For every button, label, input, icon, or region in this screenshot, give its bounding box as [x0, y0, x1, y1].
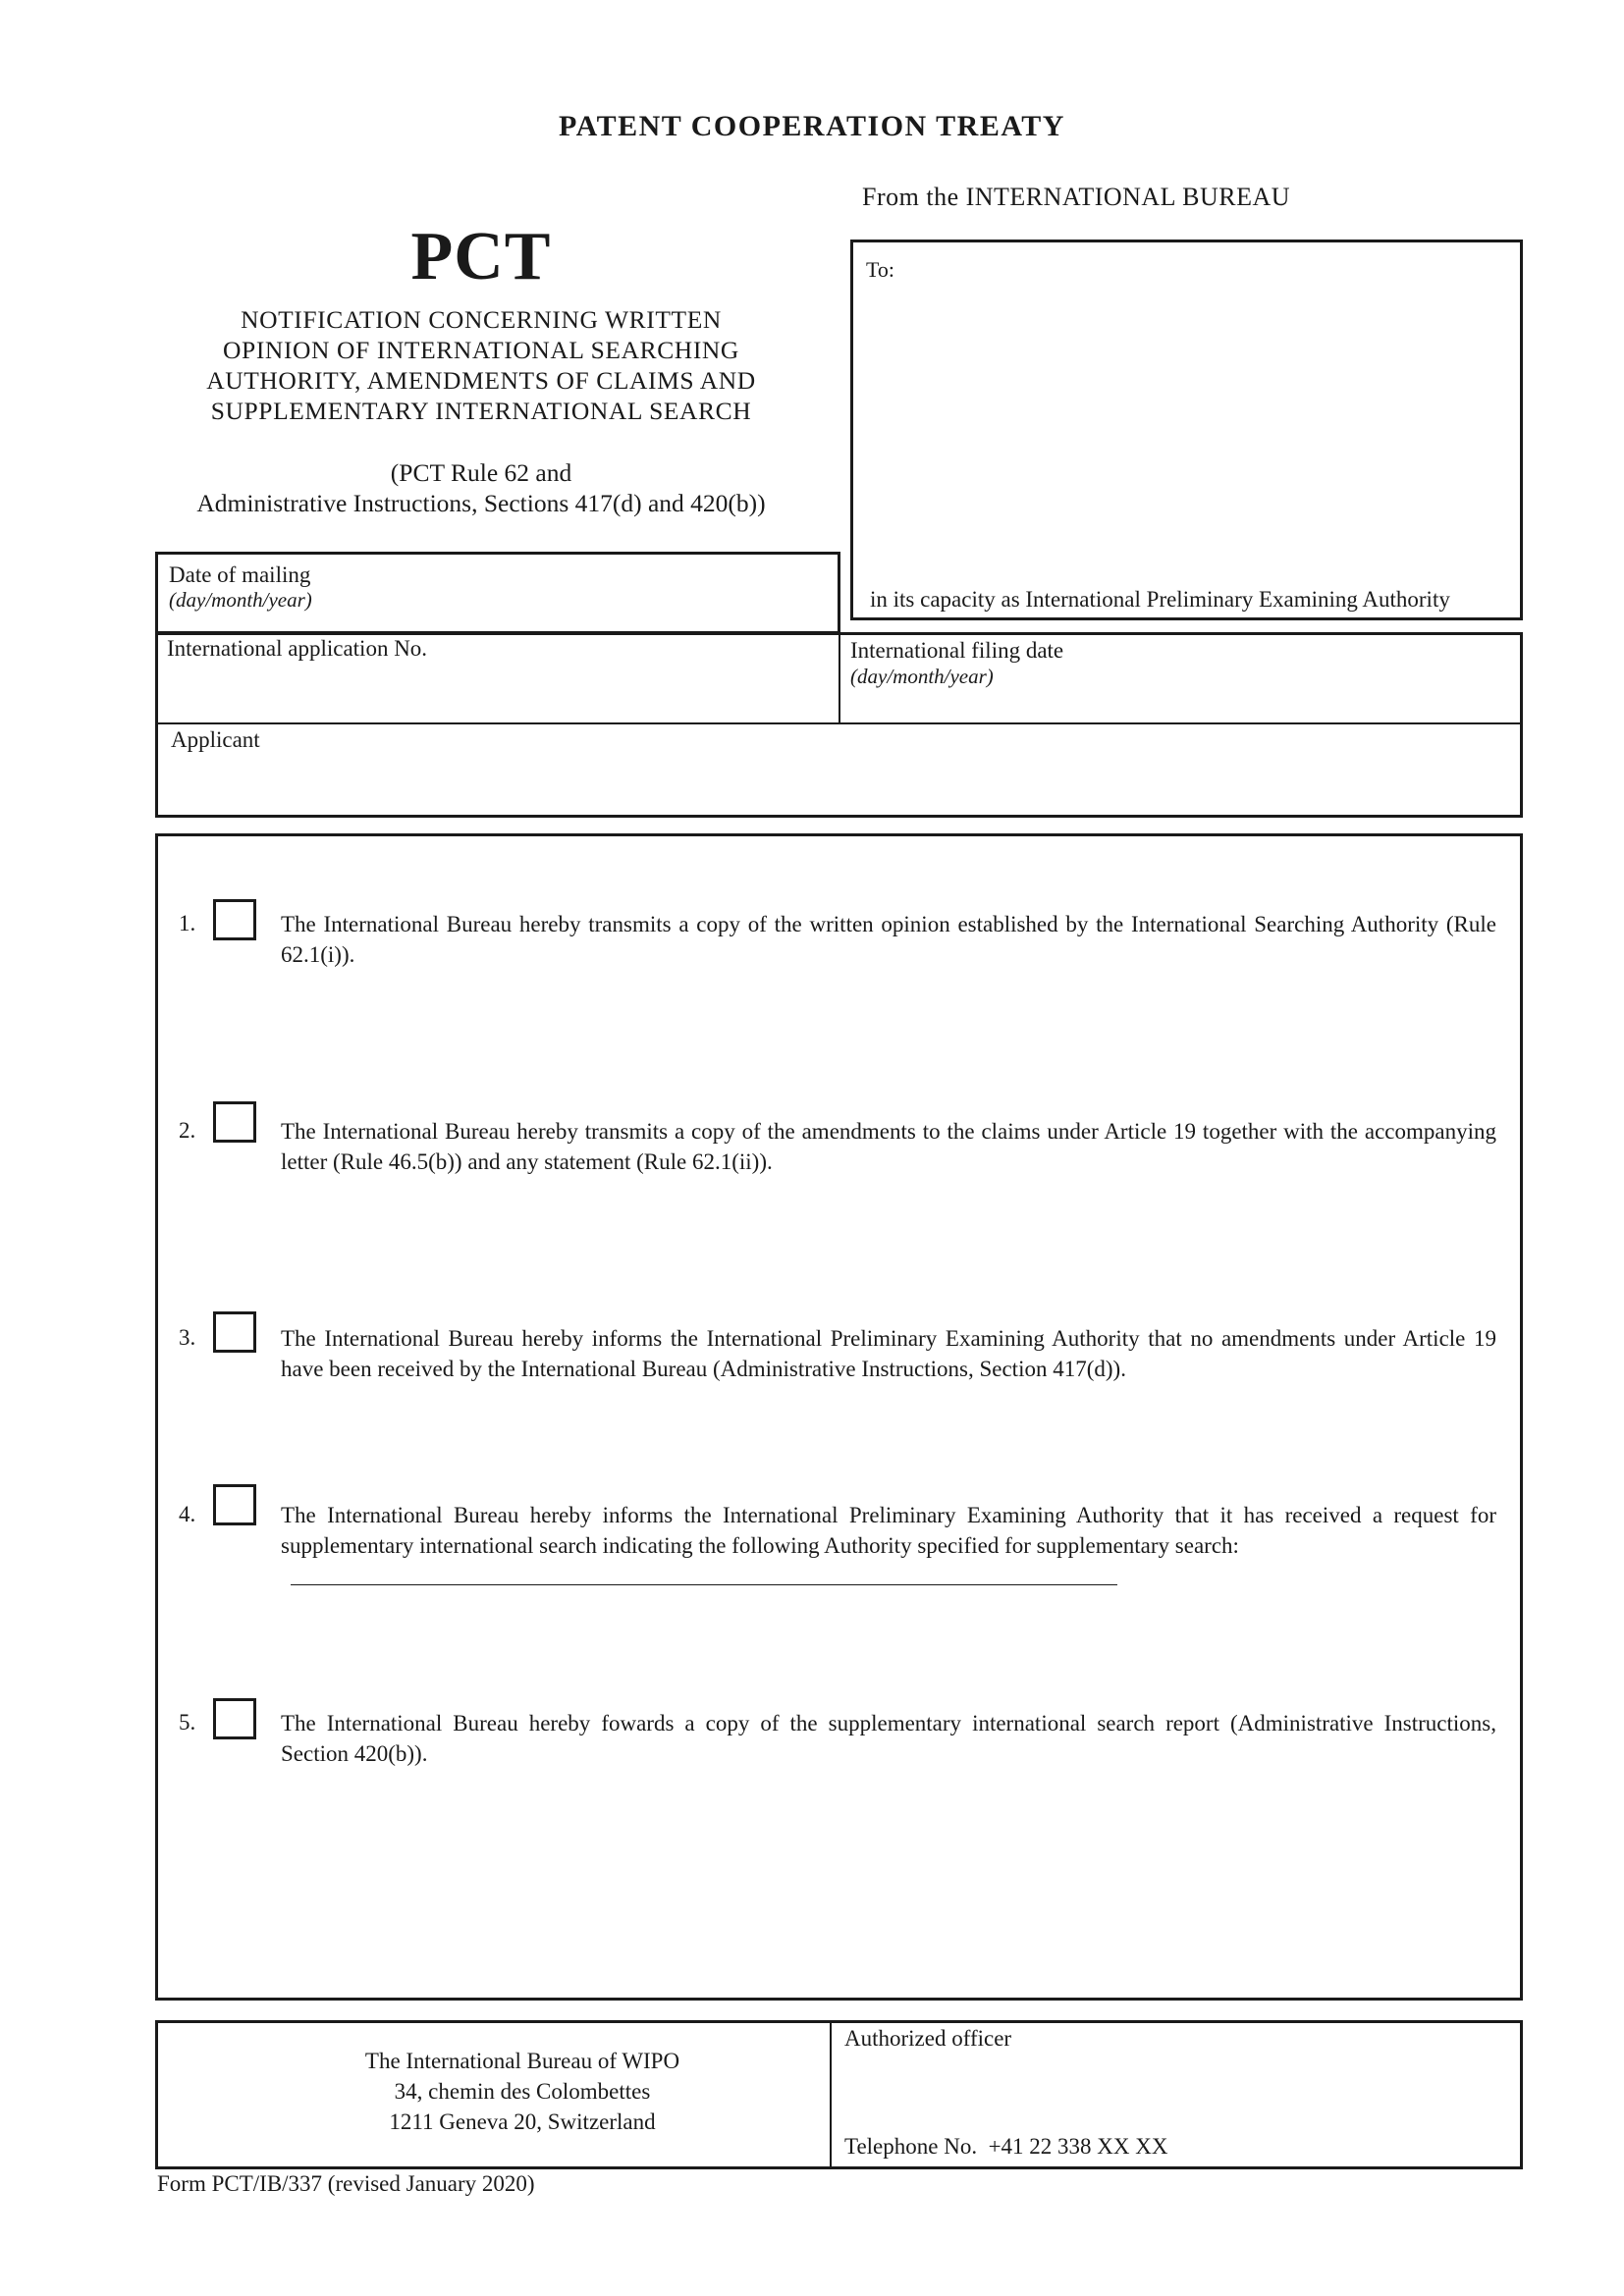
- address-line: The International Bureau of WIPO: [364, 2049, 680, 2073]
- notification-line: SUPPLEMENTARY INTERNATIONAL SEARCH: [210, 397, 752, 425]
- item-number: 1.: [179, 911, 196, 935]
- notification-title: [157, 304, 805, 426]
- item-5-text: The International Bureau hereby fowards a copy of the supplementary international search report (Administrative Instructions, Section 420(b)).: [281, 1711, 1496, 1766]
- notification-line: OPINION OF INTERNATIONAL SEARCHING: [223, 336, 739, 364]
- date-of-mailing-label: Date of mailing: [169, 562, 311, 587]
- divider: [830, 2020, 832, 2169]
- item-4-checkbox[interactable]: [213, 1484, 256, 1525]
- applicant-label: Applicant: [171, 727, 260, 752]
- item-3-checkbox[interactable]: [213, 1311, 256, 1353]
- address-line: 1211 Geneva 20, Switzerland: [389, 2109, 656, 2134]
- application-no-label: International application No.: [167, 636, 428, 661]
- filing-date-label: International filing date: [850, 638, 1064, 663]
- wipo-address: [257, 2046, 787, 2137]
- item-2-text: The International Bureau hereby transmits a copy of the amendments to the claims under Article 19 together with the accompanying letter (Rule 46.5(b)) and any statement (Rule 62.1(ii)).: [281, 1119, 1496, 1174]
- rule-reference: [157, 457, 805, 518]
- item-1-checkbox[interactable]: [213, 899, 256, 940]
- pct-heading: PCT: [410, 219, 552, 294]
- notification-items-box: [155, 833, 1523, 2001]
- from-line: From the INTERNATIONAL BUREAU: [862, 183, 1290, 211]
- rule-line: Administrative Instructions, Sections 417(d) and 420(b)): [196, 489, 766, 517]
- capacity-label: in its capacity as International Preliminary Examining Authority: [870, 587, 1450, 612]
- notification-line: AUTHORITY, AMENDMENTS OF CLAIMS AND: [206, 366, 756, 395]
- item-number: 4.: [179, 1502, 196, 1526]
- item-4-text: The International Bureau hereby informs the International Preliminary Examining Authority that it has received a request for supplementary international search indicating the following Authority specified for supplementary search:: [281, 1503, 1496, 1558]
- item-number: 2.: [179, 1118, 196, 1143]
- item-5-checkbox[interactable]: [213, 1698, 256, 1739]
- item-number: 3.: [179, 1325, 196, 1350]
- to-label: To:: [866, 257, 895, 282]
- authorized-officer-label: Authorized officer: [844, 2026, 1012, 2051]
- item-3-text: The International Bureau hereby informs the International Preliminary Examining Authority that no amendments under Article 19 have been received by the International Bureau (Administrative Instructions, Section 417(d)).: [281, 1326, 1496, 1381]
- telephone-label: Telephone No. +41 22 338 XX XX: [844, 2134, 1168, 2159]
- address-line: 34, chemin des Colombettes: [394, 2079, 651, 2104]
- item-1-text: The International Bureau hereby transmits a copy of the written opinion established by the International Searching Authority (Rule 62.1(i)).: [281, 912, 1496, 967]
- document-title: PATENT COOPERATION TREATY: [559, 110, 1065, 142]
- notification-line: NOTIFICATION CONCERNING WRITTEN: [241, 305, 722, 334]
- to-address-box: [850, 240, 1523, 620]
- rule-line: (PCT Rule 62 and: [390, 458, 572, 487]
- divider: [155, 722, 1523, 724]
- item-number: 5.: [179, 1710, 196, 1735]
- filing-date-format-hint: (day/month/year): [850, 665, 994, 688]
- supplementary-authority-line[interactable]: [291, 1584, 1117, 1585]
- divider: [839, 632, 840, 724]
- form-identifier: Form PCT/IB/337 (revised January 2020): [157, 2171, 535, 2196]
- date-format-hint: (day/month/year): [169, 588, 312, 612]
- item-2-checkbox[interactable]: [213, 1101, 256, 1143]
